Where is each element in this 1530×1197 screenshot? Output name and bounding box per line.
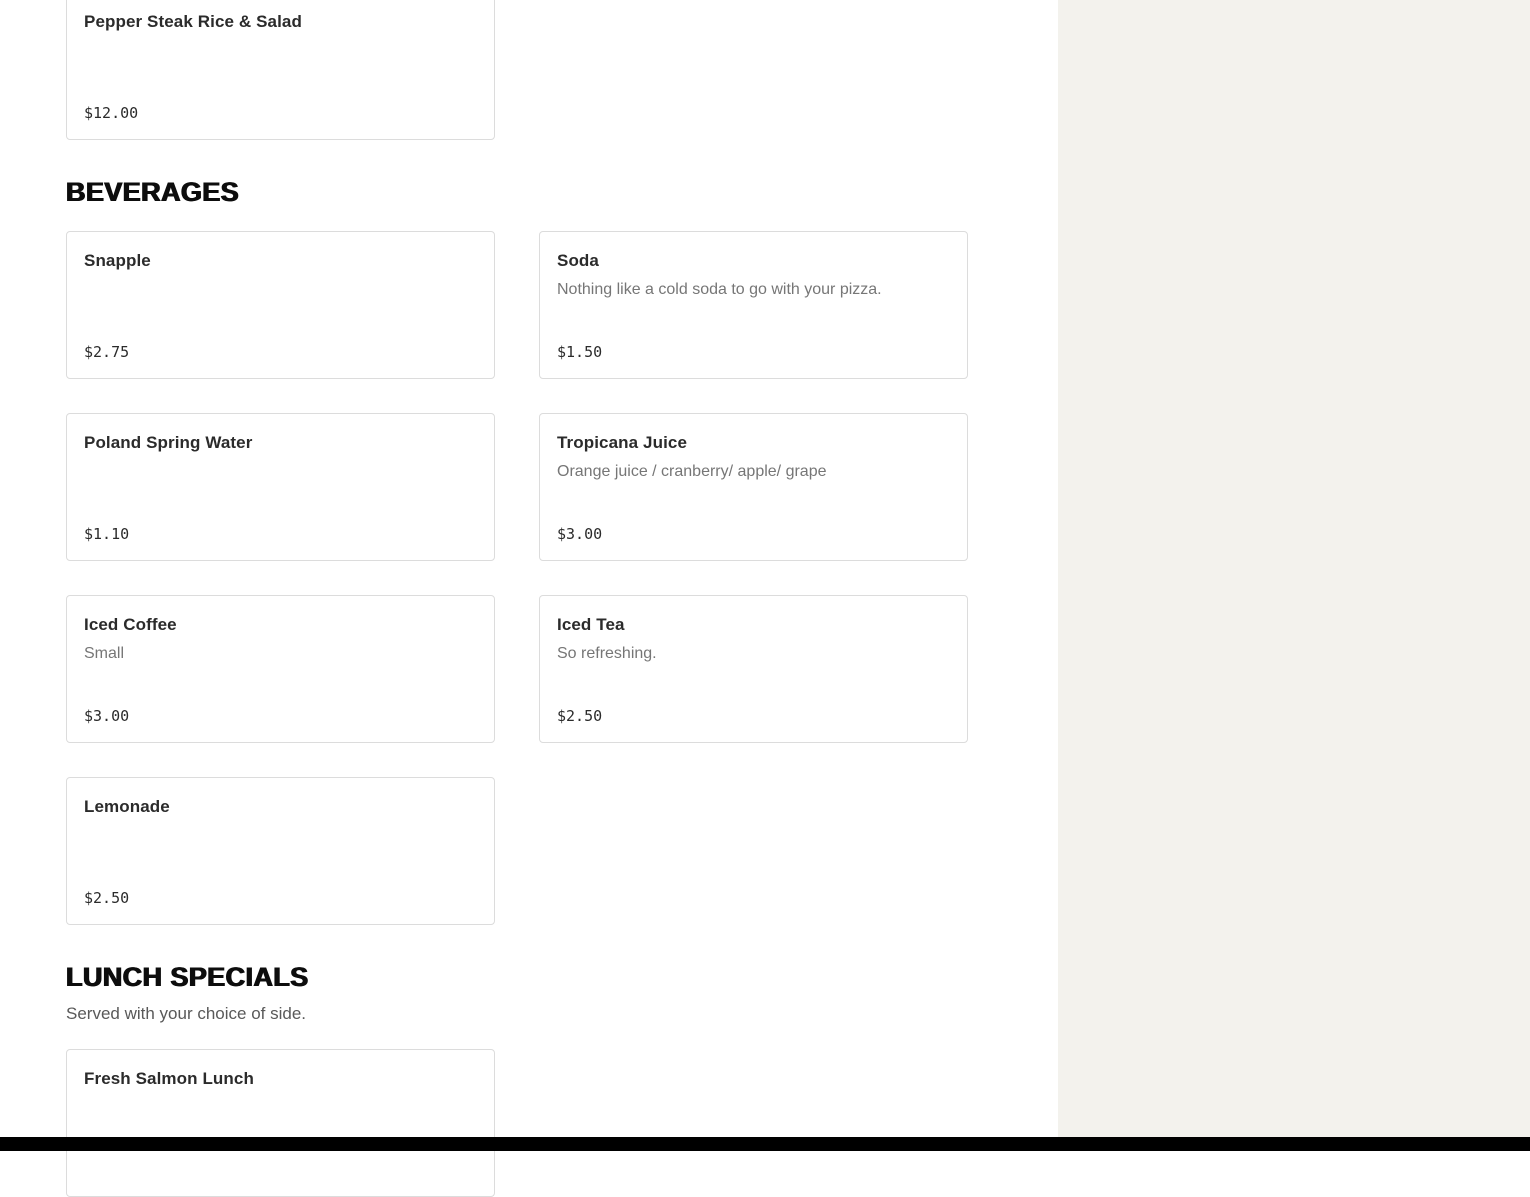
menu-section — [66, 963, 1058, 1197]
menu-item-name: Poland Spring Water — [84, 433, 253, 452]
menu-item-text-block — [84, 11, 476, 33]
menu-item-text-block — [557, 432, 949, 482]
menu-item-card[interactable] — [66, 777, 495, 925]
menu-item-name: Iced Tea — [557, 615, 625, 634]
menu-item-card[interactable] — [539, 595, 968, 743]
menu-item-text-block — [557, 614, 949, 664]
menu-root — [66, 0, 1058, 1197]
menu-item-name: Soda — [557, 251, 599, 270]
menu-item-price: $12.00 — [84, 104, 139, 122]
menu-item-card[interactable] — [539, 231, 968, 379]
menu-item-description: Orange juice / cranberry/ apple/ grape — [557, 463, 827, 480]
menu-item-price: $2.50 — [84, 889, 130, 907]
section-subtitle: Served with your choice of side. — [66, 1004, 307, 1023]
menu-section — [66, 178, 1058, 925]
section-items-grid — [66, 1049, 1058, 1197]
section-title: BEVERAGES — [66, 177, 240, 207]
menu-item-name: Snapple — [84, 251, 151, 270]
menu-item-text-block — [84, 432, 476, 454]
menu-item-price: $3.00 — [84, 707, 130, 725]
section-title: LUNCH SPECIALS — [66, 962, 309, 992]
menu-item-description: So refreshing. — [557, 645, 657, 662]
menu-item-card-partial[interactable] — [66, 0, 495, 140]
menu-item-text-block — [557, 250, 949, 300]
menu-item-description: Nothing like a cold soda to go with your pizza. — [557, 281, 882, 298]
menu-item-card[interactable] — [66, 231, 495, 379]
menu-item-description: Small — [84, 645, 125, 662]
menu-item-price: $1.10 — [84, 525, 130, 543]
menu-item-card[interactable] — [66, 413, 495, 561]
menu-item-card[interactable] — [66, 1049, 495, 1197]
menu-item-card[interactable] — [539, 413, 968, 561]
menu-item-text-block — [84, 796, 476, 818]
menu-item-text-block — [84, 1068, 476, 1090]
menu-item-price: $2.50 — [557, 707, 603, 725]
bottom-black-bar — [0, 1137, 1530, 1151]
section-items-grid — [66, 231, 1058, 925]
menu-item-name: Iced Coffee — [84, 615, 177, 634]
menu-item-price: $1.50 — [557, 343, 603, 361]
menu-item-name: Pepper Steak Rice & Salad — [84, 12, 302, 31]
menu-item-text-block — [84, 614, 476, 664]
menu-item-name: Fresh Salmon Lunch — [84, 1069, 254, 1088]
menu-item-price: $3.00 — [557, 525, 603, 543]
menu-item-name: Tropicana Juice — [557, 433, 687, 452]
menu-item-card[interactable] — [66, 595, 495, 743]
right-side-panel — [1058, 0, 1530, 1137]
menu-item-price: $2.75 — [84, 343, 130, 361]
menu-item-text-block — [84, 250, 476, 272]
menu-item-name: Lemonade — [84, 797, 170, 816]
